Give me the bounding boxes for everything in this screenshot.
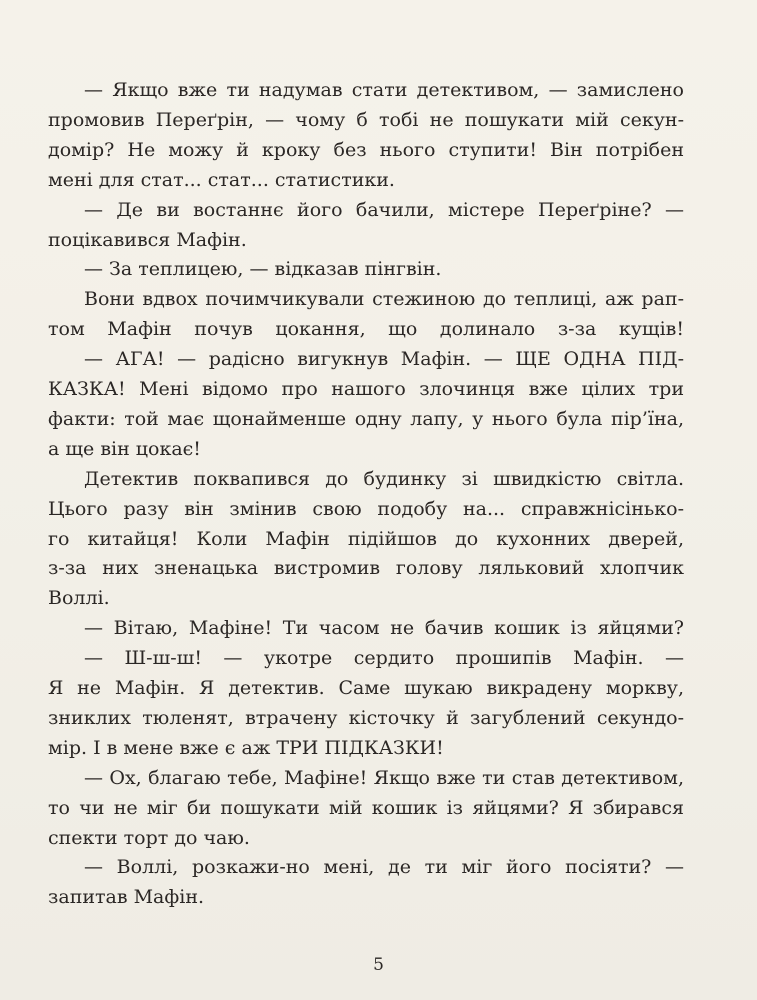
text-line: Воллі.: [48, 587, 110, 610]
text-line: Цього разу він змінив свою подобу на... справжнісінько-: [48, 497, 684, 520]
text-line: мір. І в мене вже є аж ТРИ ПІДКАЗКИ!: [48, 736, 444, 759]
text-line: то чи не міг би пошукати мій кошик із яйцями? Я збирався: [48, 796, 684, 819]
text-line: Вони вдвох почимчикували стежиною до теплиці, аж рап-: [84, 288, 684, 311]
text-line: — Ш-ш-ш! — укотре сердито прошипів Мафін. —: [84, 647, 684, 670]
text-line: — Ох, благаю тебе, Мафіне! Якщо вже ти став детективом,: [84, 766, 684, 789]
text-line: факти: той має щонайменше одну лапу, у нього була пір’їна,: [48, 407, 684, 430]
text-line: з-за них зненацька вистромив голову ляльковий хлопчик: [48, 557, 684, 580]
text-line: запитав Мафін.: [48, 886, 205, 909]
text-line: мені для стат... стат... статистики.: [48, 168, 395, 191]
text-line: зниклих тюленят, втрачену кісточку й загублений секундо-: [48, 706, 684, 729]
text-line: Я не Мафін. Я детектив. Саме шукаю викрадену моркву,: [48, 677, 684, 699]
text-line: го китайця! Коли Мафін підійшов до кухонних дверей,: [48, 527, 684, 550]
text-line: промовив Переґрін, — чому б тобі не пошукати мій секун-: [48, 108, 684, 131]
text-line: поцікавився Мафін.: [48, 228, 247, 251]
text-line: Детектив поквапився до будинку зі швидкістю світла.: [84, 467, 684, 490]
text-line: — АГА! — радісно вигукнув Мафін. — ЩЕ ОДНА ПІД-: [84, 348, 684, 371]
text-line: — Де ви востаннє його бачили, містере Переґріне? —: [84, 198, 684, 221]
text-line: — Воллі, розкажи-но мені, де ти міг його посіяти? —: [84, 856, 684, 879]
text-line: — Вітаю, Мафіне! Ти часом не бачив кошик із яйцями?: [84, 617, 684, 640]
text-line: спекти торт до чаю.: [48, 826, 250, 849]
text-line: КАЗКА! Мені відомо про нашого злочинця вже цілих три: [48, 378, 684, 400]
text-line: домір? Не можу й кроку без нього ступити! Він потрібен: [48, 138, 684, 161]
text-line: — За теплицею, — відказав пінгвін.: [84, 258, 442, 281]
text-line: — Якщо вже ти надумав стати детективом, — замислено: [84, 79, 684, 101]
text-line: том Мафін почув цокання, що долинало з-за кущів!: [48, 318, 684, 341]
page-number: 5: [373, 955, 384, 975]
text-line: а ще він цокає!: [48, 437, 201, 460]
